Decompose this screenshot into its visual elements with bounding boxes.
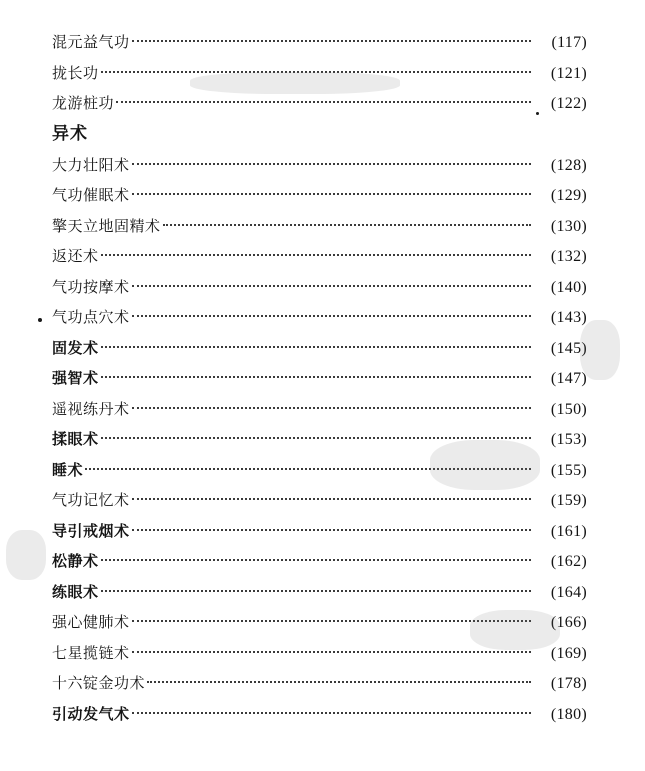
dot-leader (116, 101, 531, 103)
dot-leader (132, 40, 531, 42)
toc-entry[interactable] (52, 516, 587, 547)
toc-entry-title: 强智术 (52, 369, 99, 387)
scan-smudge (580, 320, 620, 380)
toc-entry-page: (166) (550, 614, 587, 631)
toc-entry-page: (117) (551, 34, 587, 51)
dot-leader (101, 590, 531, 592)
dot-leader (132, 529, 531, 531)
toc-entry[interactable] (52, 302, 587, 333)
toc-entry-page: (145) (550, 339, 587, 357)
toc-entry-page: (180) (550, 705, 587, 723)
dot-leader (101, 376, 531, 378)
dot-leader (132, 651, 531, 653)
toc-entry-title: 混元益气功 (52, 33, 130, 51)
toc-entry-title: 固发术 (52, 338, 99, 357)
toc-entry-page: (164) (550, 583, 587, 601)
toc-entry-page: (161) (550, 522, 587, 540)
toc-entry-page: (132) (550, 248, 587, 265)
toc-entry-page: (178) (550, 675, 587, 692)
scan-smudge (470, 610, 560, 650)
toc-entry-page: (140) (550, 278, 587, 296)
toc-entry[interactable] (52, 577, 587, 608)
toc-entry-page: (122) (550, 95, 587, 112)
toc-entry[interactable] (52, 211, 587, 242)
toc-entry-page: (130) (550, 217, 587, 235)
toc-entry-title: 龙游桩功 (52, 94, 115, 112)
scan-speck (38, 318, 42, 322)
toc-entry-title: 强心健肺术 (52, 613, 130, 631)
toc-entry-title: 睡术 (52, 460, 84, 479)
dot-leader (101, 559, 531, 561)
toc-entry-page: (162) (550, 553, 587, 570)
dot-leader (132, 712, 531, 714)
toc-entry[interactable] (52, 272, 587, 303)
dot-leader (147, 681, 531, 683)
toc-entry[interactable] (52, 668, 587, 699)
toc-entry[interactable] (52, 363, 587, 394)
toc-entry-page: (155) (550, 461, 587, 479)
toc-entry-page: (153) (550, 431, 587, 448)
dot-leader (101, 437, 531, 439)
scan-speck (536, 112, 539, 115)
toc-entry-title: 七星揽链术 (52, 643, 130, 662)
toc-entry[interactable] (52, 333, 587, 364)
toc-entry[interactable] (52, 546, 587, 577)
scan-smudge (430, 440, 540, 490)
toc-entry-page: (121) (550, 64, 587, 82)
dot-leader (101, 254, 531, 256)
dot-leader (132, 315, 531, 317)
toc-entry-page: (159) (550, 492, 587, 509)
toc-entry-title: 遥视练丹术 (52, 399, 130, 418)
toc-entry-title: 大力壮阳术 (52, 155, 130, 174)
dot-leader (132, 407, 531, 409)
toc-entry-title: 揉眼术 (52, 430, 99, 448)
toc-entry[interactable] (52, 394, 587, 425)
toc-entry-title: 擎天立地固精术 (52, 216, 161, 235)
toc-entry-title: 导引戒烟术 (52, 521, 130, 540)
dot-leader (132, 193, 531, 195)
toc-entry-title: 气功点穴术 (52, 308, 130, 326)
toc-entry[interactable] (52, 485, 587, 516)
section-heading: 异术 (52, 123, 88, 144)
scan-smudge (190, 72, 400, 94)
toc-entry-title: 气功记忆术 (52, 491, 130, 509)
toc-entry[interactable] (52, 27, 587, 58)
toc-entry-title: 气功催眠术 (52, 186, 130, 204)
toc-entry[interactable] (52, 180, 587, 211)
dot-leader (163, 224, 531, 226)
toc-entry-page: (129) (550, 187, 587, 204)
scan-smudge (6, 530, 46, 580)
toc-entry-title: 拢长功 (52, 63, 99, 82)
toc-entry-title: 十六锭金功术 (52, 674, 146, 692)
toc-entry-title: 气功按摩术 (52, 277, 130, 296)
toc-entry-title: 松静术 (52, 552, 99, 570)
dot-leader (132, 163, 531, 165)
toc-entry-title: 引动发气术 (52, 704, 130, 723)
toc-entry-title: 练眼术 (52, 582, 99, 601)
toc-entry-page: (150) (550, 400, 587, 418)
dot-leader (132, 285, 531, 287)
toc-entry-page: (147) (550, 370, 587, 387)
dot-leader (101, 346, 531, 348)
toc-entry-page: (169) (550, 644, 587, 662)
toc-entry-page: (143) (550, 309, 587, 326)
toc-entry[interactable] (52, 150, 587, 181)
toc-entry[interactable] (52, 241, 587, 272)
toc-entry[interactable] (52, 699, 587, 730)
toc-entry-title: 返还术 (52, 247, 99, 265)
toc-entry-page: (128) (550, 156, 587, 174)
dot-leader (132, 498, 531, 500)
